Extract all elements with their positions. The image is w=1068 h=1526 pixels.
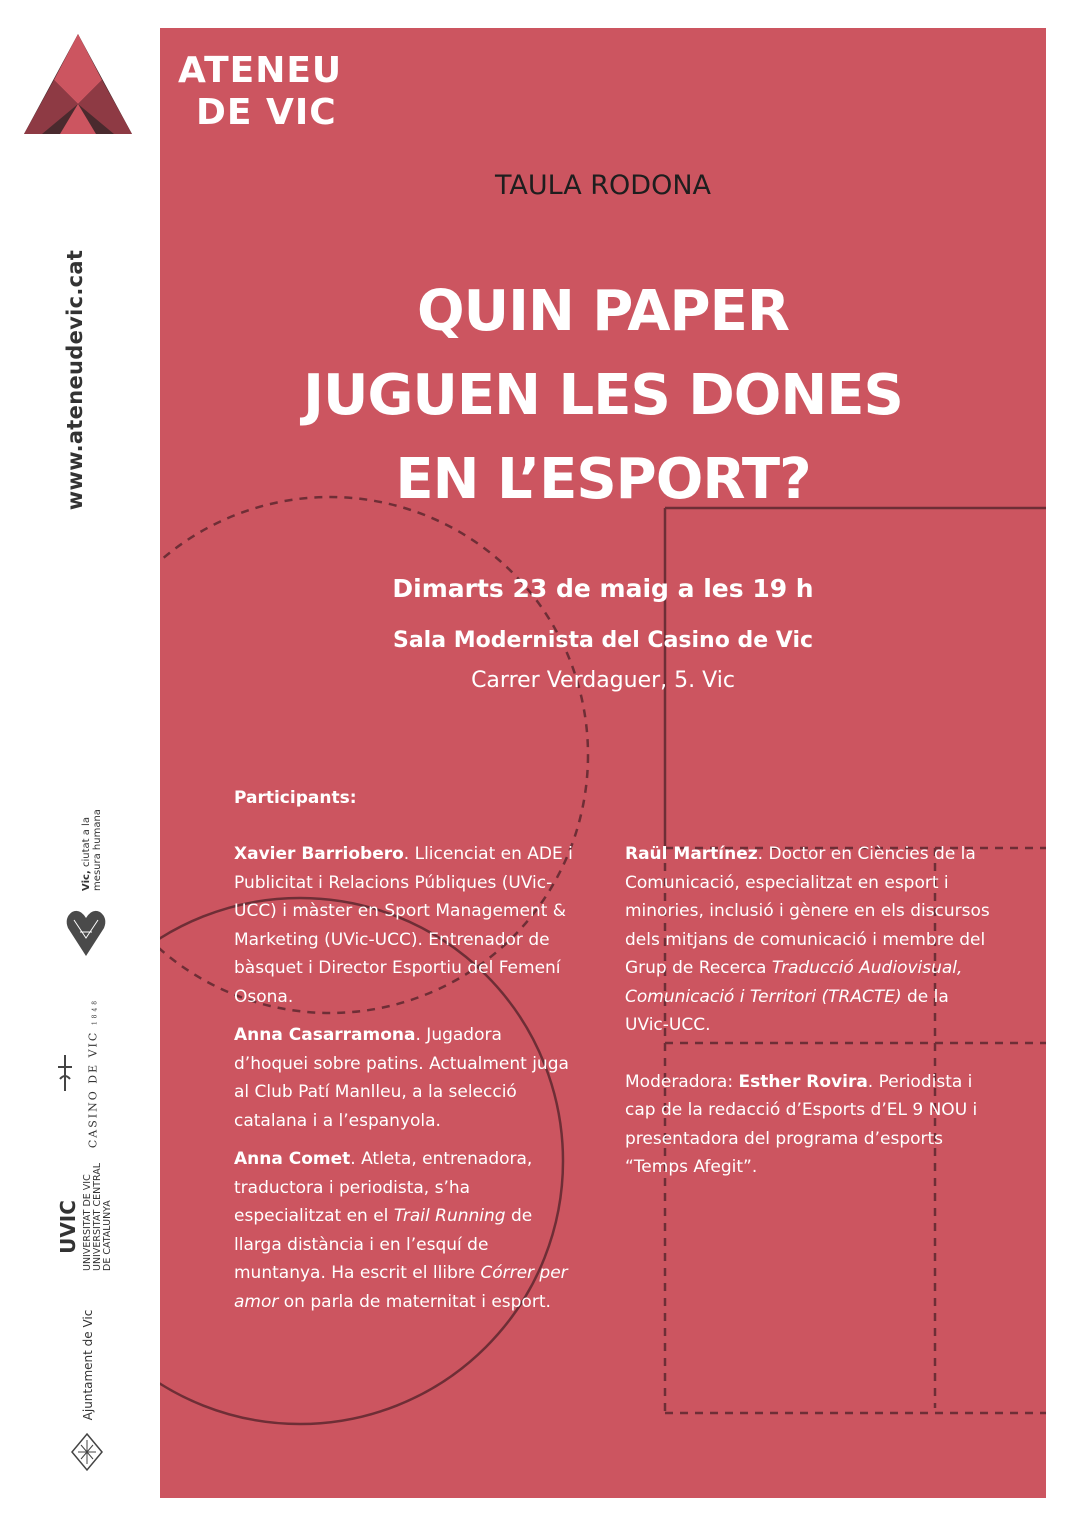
participant-raul (625, 840, 995, 1040)
casino-logo-name: CASINO DE VIC (86, 1030, 100, 1149)
participant-bio: de la UVic-UCC. (625, 986, 949, 1035)
participant-bio-italic: Córrer per amor (234, 1263, 568, 1312)
event-title-line-3: EN L’ESPORT? (395, 447, 811, 512)
moderator-label: Moderadora: (625, 1071, 739, 1092)
participant-name: Xavier Barriobero (234, 844, 404, 864)
participant-bio: de llarga distància i en l’esquí de muntanya. Ha escrit el llibre (234, 1206, 533, 1283)
moderator-name: Esther Rovira (738, 1071, 868, 1092)
participant-xavier (234, 840, 579, 1011)
ajuntament-logo-name: Ajuntament de Vic (81, 1309, 95, 1421)
vic-logo-tagline-2: mesura humana (92, 809, 103, 891)
ajuntament-logo (56, 1310, 116, 1500)
participant-bio: . Atleta, entrenadora, traductora i periodista, s’ha especialitzat en el (234, 1149, 533, 1226)
event-title (160, 270, 1046, 522)
participant-name: Raül Martínez (625, 844, 758, 864)
event-venue: Sala Modernista del Casino de Vic (392, 628, 814, 653)
brand-line-2: DE VIC (196, 92, 337, 133)
event-title-line-1: QUIN PAPER (417, 279, 789, 344)
participant-name: Anna Comet (234, 1149, 351, 1169)
ajuntament-shield-icon (70, 1432, 104, 1472)
vic-logo (56, 800, 116, 960)
uvic-logo-line-2: UNIVERSITAT CENTRAL (92, 1163, 103, 1271)
ateneu-logo-icon (24, 34, 132, 134)
participant-bio: . Doctor en Ciències de la Comunicació, especialitzat en esport i minories, inclusió i gènere en els discursos dels mitjans de comunicació i membre del Grup de Recerca (625, 844, 990, 978)
uvic-logo-line-1: UNIVERSITAT DE VIC (82, 1174, 93, 1271)
brand-wordmark (178, 50, 342, 134)
casino-emblem-icon (56, 1053, 74, 1093)
event-title-line-2: JUGUEN LES DONES (303, 363, 903, 428)
moderator (625, 1068, 995, 1182)
participant-bio-italic: Traducció Audiovisual, Comunicació i Territori (TRACTE) (625, 958, 963, 1007)
participant-bio: on parla de maternitat i esport. (278, 1291, 551, 1312)
vic-logo-name: Vic, (81, 870, 92, 891)
participant-name: Anna Casarramona (234, 1025, 416, 1045)
participant-anna-casarramona (234, 1021, 579, 1135)
uvic-logo-line-3: DE CATALUNYA (102, 1200, 113, 1271)
participant-bio: . Jugadora d’hoquei sobre patins. Actualment juga al Club Patí Manlleu, a la selecció catalana i a l’espanyola. (234, 1025, 569, 1131)
poster-panel (160, 28, 1046, 1498)
website-url[interactable]: www.ateneudevic.cat (63, 249, 87, 511)
uvic-logo-acronym: UVIC (56, 1200, 80, 1254)
event-address: Carrer Verdaguer, 5. Vic (471, 668, 735, 693)
brand-line-1: ATENEU (178, 50, 343, 91)
participants-column-left (234, 840, 579, 1326)
vic-heart-icon (64, 908, 108, 958)
casino-logo-year: 1848 (91, 997, 99, 1026)
casino-logo (56, 997, 116, 1149)
participant-bio-italic: Trail Running (393, 1206, 506, 1226)
uvic-logo (56, 1162, 116, 1292)
participants-heading: Participants: (234, 788, 357, 808)
participants-column-right (625, 840, 995, 1192)
participant-bio: . Llicenciat en ADE i Publicitat i Relacions Públiques (UVic-UCC) i màster en Sport Management & Marketing (UVic-UCC). Entrenador de bàsquet i Director Esportiu del Femení Osona. (234, 844, 573, 1007)
vic-logo-tagline-1: ciutat a la (81, 817, 92, 868)
participant-anna-comet (234, 1145, 579, 1316)
moderator-bio: . Periodista i cap de la redacció d’Esports d’EL 9 NOU i presentadora del programa d’esports “Temps Afegit”. (625, 1071, 978, 1177)
event-kicker: TAULA RODONA (494, 170, 712, 201)
event-date: Dimarts 23 de maig a les 19 h (392, 574, 814, 603)
